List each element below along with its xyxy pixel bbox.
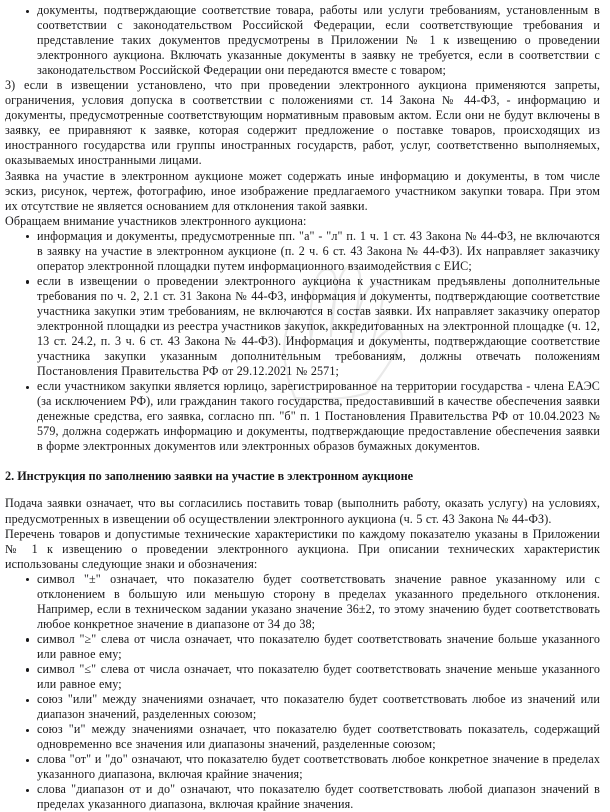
paragraph-obrashchaem-vnimanie: Обращаем внимание участников электронного аукциона:	[5, 213, 307, 228]
list-item: символ "±" означает, что показателю будет соответствовать значение равное указанному или с отклонением в большую или меньшую сторону в пределах указанного предельного отклонения. Например, если в техническом задании указано значение 36±2, то этому значению будет соответствовать любое конкретное значение в диапазоне от 34 до 38;	[5, 572, 600, 632]
heading-spacer	[5, 484, 600, 496]
section-heading-instruction: 2. Инструкция по заполнению заявки на участие в электронном аукционе	[5, 469, 413, 484]
list-item: если в извещении о проведении электронного аукциона к участникам предъявлены дополнительные требования по ч. 2, 2.1 ст. 31 Закона № 44-ФЗ, информация и документы, подтверждающие соответствие участника закупки этим требованиям, не включаются в состав заявки. Их направляет заказчику оператор электронной площадки из реестра участников закупок, аккредитованных на электронной площадке (ч. 12, 13 ст. 24.2, п. 3 ч. 6 ст. 43 Закона № 44-ФЗ). Информация и документы, подтверждающие соответствие участника закупки указанным дополнительным требованиям, должны отвечать положениям Постановления Правительства РФ от 29.12.2021 № 2571;	[5, 274, 600, 379]
paragraph-podacha-zayavki: Подача заявки означает, что вы согласились поставить товар (выполнить работу, оказать услугу) на условиях, предусмотренных в извещении об осуществлении электронного аукциона (ч. 5 ст. 43 Закона № 44-ФЗ).	[5, 496, 600, 526]
list-item: если участником закупки является юрлицо, зарегистрированное на территории государства - члена ЕАЭС (за исключением РФ), или гражданин такого государства, предоставивший в качестве обеспечения заявки денежные средства, его заявка, согласно пп. "б" п. 1 Постановления Правительства РФ от 10.04.2023 № 579, должна содержать информацию и документы, подтверждающие предоставление обеспечения заявки в форме электронных документов или электронных образов бумажных документов.	[5, 379, 600, 454]
list-item: слова "диапазон от и до" означают, что показателю будет соответствовать любой диапазон значений в пределах указанного диапазона, включая крайние значения.	[5, 782, 600, 812]
section-spacer	[5, 454, 600, 469]
list-item: слова "от" и "до" означают, что показателю будет соответствовать любое конкретное значение в пределах указанного диапазона, включая крайние значения;	[5, 752, 600, 782]
bullet-list-attention-notes	[5, 229, 600, 455]
list-item: союз "или" между значениями означает, что показателю будет соответствовать любое из значений или диапазон значений, разделенных союзом;	[5, 692, 600, 722]
paragraph-zayavka: Заявка на участие в электронном аукционе может содержать иные информацию и документы, в том числе эскиз, рисунок, чертеж, фотографию, иное изображение предлагаемого участником закупки товара. При этом их отсутствие не является основанием для отклонения такой заявки.	[5, 168, 600, 213]
list-item: символ "≤" слева от числа означает, что показателю будет соответствовать значение меньше указанного или равное ему;	[5, 662, 600, 692]
list-item: информация и документы, предусмотренные пп. "а" - "л" п. 1 ч. 1 ст. 43 Закона № 44-ФЗ, не включаются в заявку на участие в электронном аукционе (п. 2 ч. 6 ст. 43 Закона № 44-ФЗ). Их направляет заказчику оператор электронной площадки путем информационного взаимодействия с ЕИС;	[5, 229, 600, 274]
list-item: символ "≥" слева от числа означает, что показателю будет соответствовать значение больше указанного или равное ему;	[5, 632, 600, 662]
paragraph-item-3: 3) если в извещении установлено, что при проведении электронного аукциона применяются запреты, ограничения, условия допуска в соответствии с положениями ст. 14 Закона № 44-ФЗ, - информацию и документы, предусмотренные соответствующим нормативным правовым актом. Если они не будут включены в заявку, ее приравняют к заявке, которая содержит предложение о поставке товаров, происходящих из иностранного государства или группы иностранных государств, работ, услуг, соответственно выполняемых, оказываемых иностранными лицами.	[5, 78, 600, 168]
bullet-list-documents	[5, 3, 600, 78]
list-item: документы, подтверждающие соответствие товара, работы или услуги требованиям, установленным в соответствии с законодательством Российской Федерации, если соответствующие требования и представление таких документов предусмотрены в Приложении № 1 к извещению о проведении электронного аукциона. Включать указанные документы в заявку не требуется, если в соответствии с законодательством Российской Федерации они передаются вместе с товаром;	[5, 3, 600, 78]
paragraph-perechen-tovarov: Перечень товаров и допустимые технические характеристики по каждому показателю указаны в Приложении № 1 к извещению о проведении электронного аукциона. При описании технических характеристик использованы следующие знаки и обозначения:	[5, 526, 600, 571]
bullet-list-symbols	[5, 572, 600, 812]
list-item: союз "и" между значениями означает, что показателю будет соответствовать показатель, содержащий одновременно все значения или диапазоны значений, разделенные союзом;	[5, 722, 600, 752]
